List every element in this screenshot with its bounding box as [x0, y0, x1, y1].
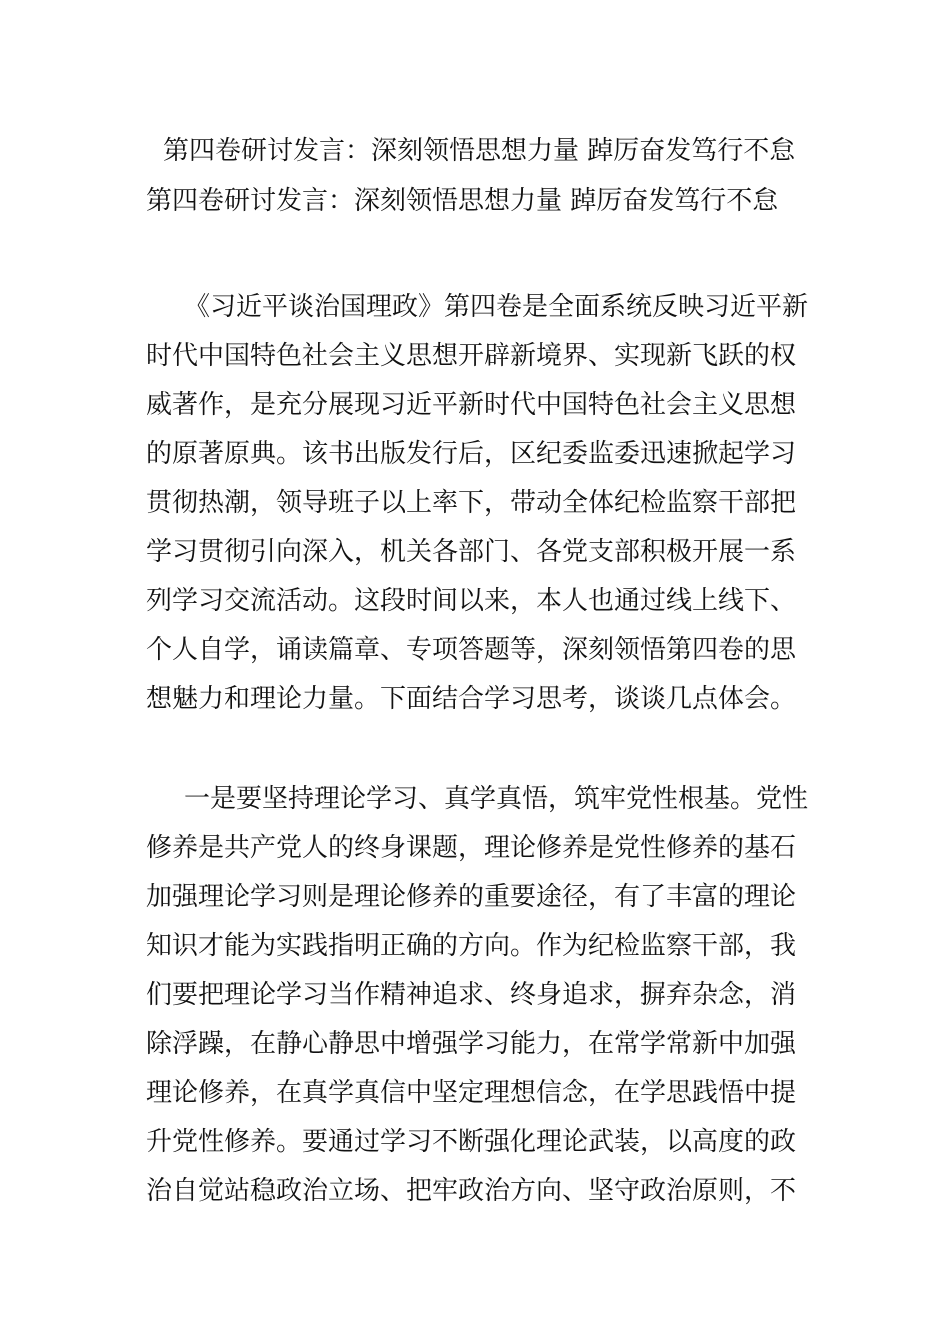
paragraph-line: 的原著原典。该书出版发行后，区纪委监委迅速掀起学习: [146, 439, 797, 469]
paragraph-line: 贯彻热潮，领导班子以上率下，带动全体纪检监察干部把: [146, 488, 797, 518]
paragraph-line: 时代中国特色社会主义思想开辟新境界、实现新飞跃的权: [146, 341, 797, 371]
paragraph-line: 一是要坚持理论学习、真学真悟，筑牢党性根基。党性: [184, 784, 808, 814]
document-title: 第四卷研讨发言：深刻领悟思想力量 踔厉奋发笃行不怠: [163, 136, 796, 166]
paragraph-line: 个人自学，诵读篇章、专项答题等，深刻领悟第四卷的思: [146, 635, 797, 665]
paragraph-point-one: [146, 775, 808, 1216]
paragraph-line: 加强理论学习则是理论修养的重要途径，有了丰富的理论: [146, 882, 797, 912]
document-title-repeat: 第四卷研讨发言：深刻领悟思想力量 踔厉奋发笃行不怠: [146, 186, 779, 216]
paragraph-line: 们要把理论学习当作精神追求、终身追求，摒弃杂念，消: [146, 980, 797, 1010]
paragraph-line: 除浮躁，在静心静思中增强学习能力，在常学常新中加强: [146, 1029, 797, 1059]
paragraph-line: 修养是共产党人的终身课题，理论修养是党性修养的基石: [146, 833, 797, 863]
paragraph-line: 理论修养，在真学真信中坚定理想信念，在学思践悟中提: [146, 1078, 797, 1108]
paragraph-line: 升党性修养。要通过学习不断强化理论武装，以高度的政: [146, 1127, 797, 1157]
paragraph-line: 治自觉站稳政治立场、把牢政治方向、坚守政治原则，不: [146, 1176, 797, 1206]
paragraph-line: 威著作，是充分展现习近平新时代中国特色社会主义思想: [146, 390, 797, 420]
paragraph-intro: [146, 283, 808, 724]
paragraph-line: 列学习交流活动。这段时间以来，本人也通过线上线下、: [146, 586, 797, 616]
paragraph-line: 知识才能为实践指明正确的方向。作为纪检监察干部，我: [146, 931, 797, 961]
paragraph-line: 《习近平谈治国理政》第四卷是全面系统反映习近平新: [184, 292, 808, 322]
paragraph-line: 想魅力和理论力量。下面结合学习思考，谈谈几点体会。: [146, 684, 797, 714]
paragraph-line: 学习贯彻引向深入，机关各部门、各党支部积极开展一系: [146, 537, 797, 567]
